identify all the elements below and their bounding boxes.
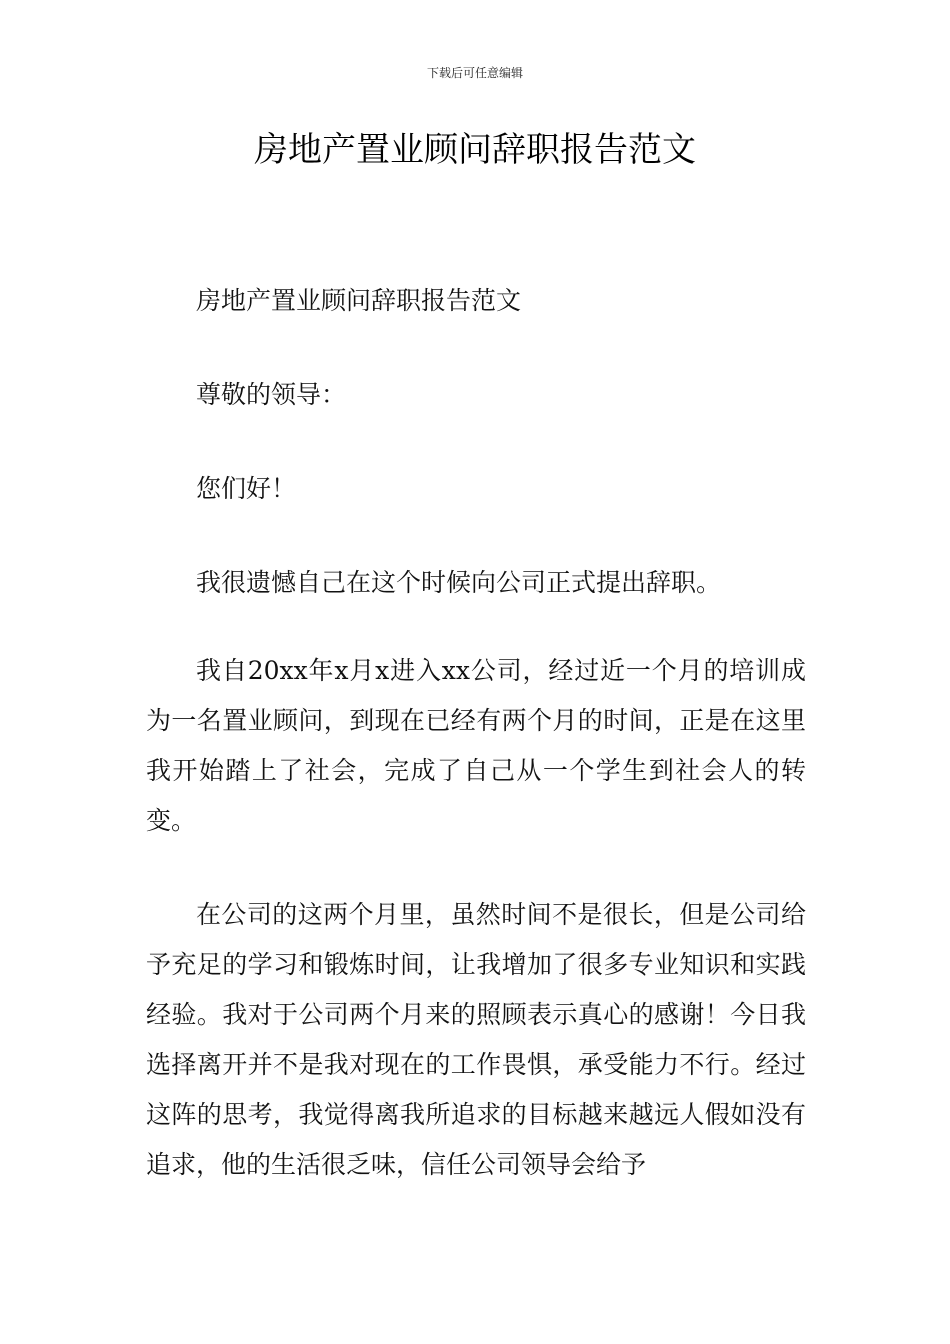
document-title: 房地产置业顾问辞职报告范文 bbox=[254, 130, 696, 170]
paragraph-reasons: 在公司的这两个月里，虽然时间不是很长，但是公司给予充足的学习和锻炼时间，让我增加了很多专业知识和实践经验。我对于公司两个月来的照顾表示真心的感谢！今日我选择离开并不是我对现在的工作畏惧，承受能力不行。经过这阵的思考，我觉得离我所追求的目标越来越远人假如没有追求，他的生活很乏味，信任公司领导会给予 bbox=[146, 900, 806, 1179]
paragraph-salutation: 尊敬的领导： bbox=[196, 380, 347, 409]
header-note: 下载后可任意编辑 bbox=[426, 66, 523, 80]
paragraph-subtitle: 房地产置业顾问辞职报告范文 bbox=[196, 286, 522, 315]
paragraph-resignation-statement: 我很遗憾自己在这个时候向公司正式提出辞职。 bbox=[196, 568, 722, 597]
paragraph-background: 我自20xx年x月x进入xx公司，经过近一个月的培训成为一名置业顾问，到现在已经有两个月的时间，正是在这里我开始踏上了社会，完成了自己从一个学生到社会人的转变。 bbox=[146, 656, 806, 835]
document-body bbox=[146, 276, 806, 1190]
paragraph-greeting: 您们好！ bbox=[196, 474, 297, 503]
